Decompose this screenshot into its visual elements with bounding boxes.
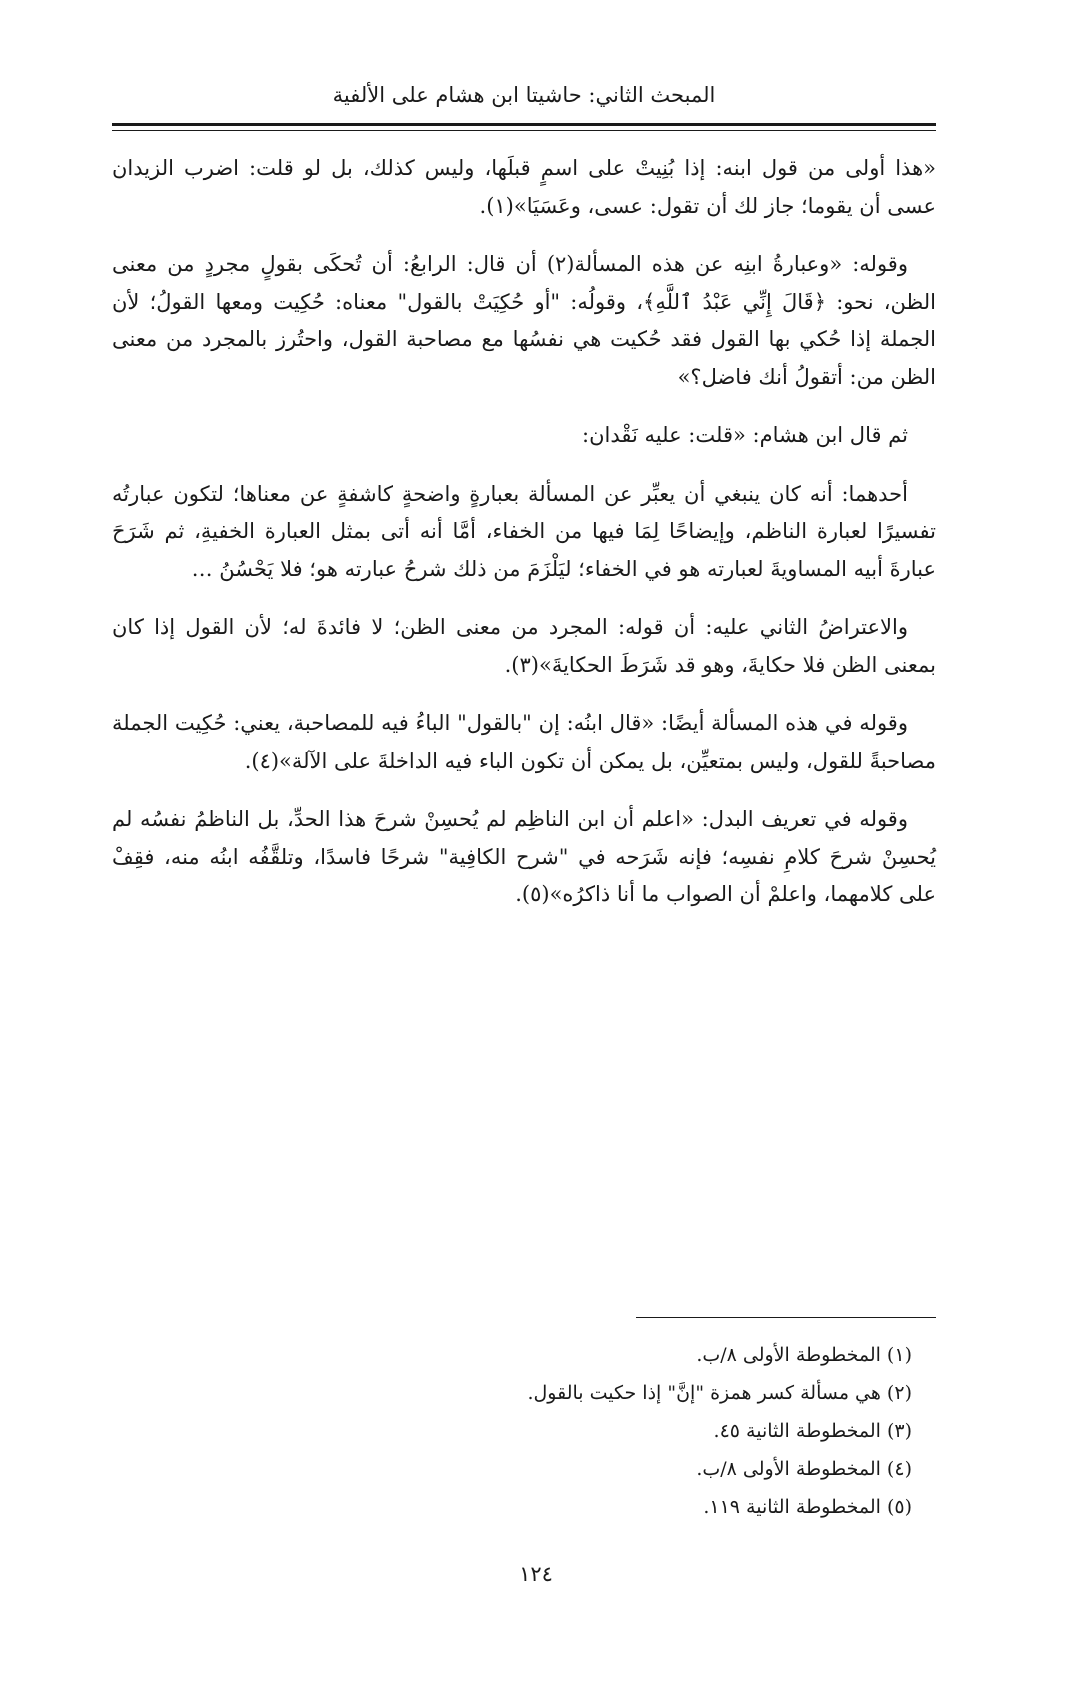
header-rule-thick xyxy=(112,123,936,126)
footnote-3: (٣) المخطوطة الثانية ٤٥. xyxy=(713,1420,912,1442)
paragraph-4: أحدهما: أنه كان ينبغي أن يعبِّر عن المسألة بعبارةٍ واضحةٍ كاشفةٍ عن معناها؛ لتكون عبارتُه تفسيرًا لعبارة الناظم، وإيضاحًا لِمَا فيها من الخفاء، أمَّا أنه أتى بمثل العبارة الخفيةِ، ثم شَرَحَ عبارةَ أبيه المساويةَ لعبارته هو في الخفاء؛ ليَلْزَمَ من ذلك شرحُ عبارته هو؛ فلا يَحْسُنُ … xyxy=(112,481,936,581)
paragraph-7: وقوله في تعريف البدل: «اعلم أن ابن الناظِم لم يُحسِنْ شرحَ هذا الحدِّ، بل الناظمُ نفسُه لم يُحسِنْ شرحَ كلامِ نفسِه؛ فإنه شَرَحه في "شرح الكافِية" شرحًا فاسدًا، وتلقَّفُه ابنُه منه، فقِفْ على كلامهما، واعلمْ أن الصواب ما أنا ذاكرُه»(٥). xyxy=(112,807,936,906)
paragraph-1: «هذا أولى من قول ابنه: إذا بُنِيتْ على اسمٍ قبلَها، وليس كذلك، بل لو قلت: اضرب الزيدان عسى أن يقوما؛ جاز لك أن تقول: عسى، وعَسَيَا»(١). xyxy=(112,156,936,218)
page-number: ١٢٤ xyxy=(519,1562,553,1586)
footnote-separator xyxy=(636,1317,936,1318)
paragraph-6: وقوله في هذه المسألة أيضًا: «قال ابنُه: إن "بالقول" الباءُ فيه للمصاحبة، يعني: حُكِيت الجملة مصاحبةً للقول، وليس بمتعيِّن، بل يمكن أن تكون الباء فيه الداخلةَ على الآلة»(٤). xyxy=(112,711,936,773)
footnote-4: (٤) المخطوطة الأولى ٨/ب. xyxy=(696,1458,912,1480)
footnote-2: (٢) هي مسألة كسر همزة "إنَّ" إذا حكيت بالقول. xyxy=(527,1382,912,1404)
header-rule-thin xyxy=(112,130,936,131)
paragraph-2: وقوله: «وعبارةُ ابنِه عن هذه المسألة(٢) أن قال: الرابعُ: أن تُحكَى بقولٍ مجردٍ من معنى الظن، نحو: ﴿قَالَ إِنِّي عَبْدُ ٱللَّهِ﴾، وقولُه: "أو حُكِيَتْ بالقول" معناه: حُكِيت ومعها القولُ؛ لأن الجملة إذا حُكي بها القول فقد حُكيت هي نفسُها مع مصاحبة القول، واحتُرز بالمجرد من معنى الظن من: أتقولُ أنك فاضل؟» xyxy=(112,252,936,389)
body-text xyxy=(112,150,936,935)
running-header: المبحث الثاني: حاشيتا ابن هشام على الألفية xyxy=(332,83,716,107)
paragraph-5: والاعتراضُ الثاني عليه: أن قوله: المجرد من معنى الظن؛ لا فائدةَ له؛ لأن القول إذا كان بمعنى الظن فلا حكايةَ، وهو قد شَرَطَ الحكايةَ»(٣). xyxy=(112,615,936,677)
footnotes xyxy=(112,1336,912,1526)
paragraph-3: ثم قال ابن هشام: «قلت: عليه نَقْدان: xyxy=(582,423,908,447)
footnote-5: (٥) المخطوطة الثانية ١١٩. xyxy=(703,1496,912,1518)
footnote-1: (١) المخطوطة الأولى ٨/ب. xyxy=(696,1344,912,1366)
